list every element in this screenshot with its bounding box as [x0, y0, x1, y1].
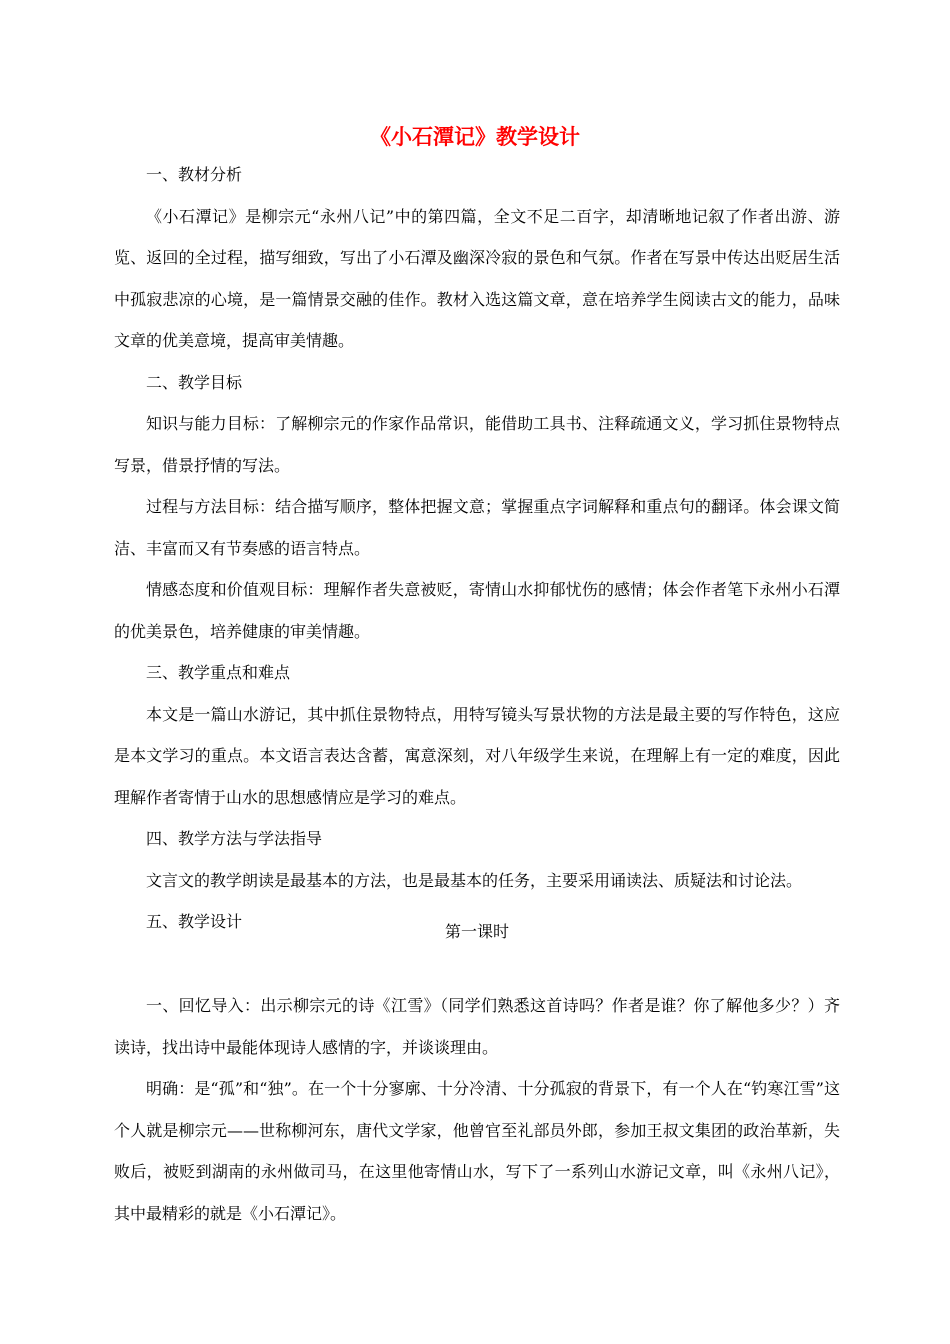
section-heading-1: 一、教材分析 — [146, 165, 243, 184]
paragraph: 本文是一篇山水游记，其中抓住景物特点，用特写镜头写景状物的方法是最主要的写作特色，这应是本文学习的重点。本文语言表达含蓄，寓意深刻，对八年级学生来说，在理解上有一定的难度，因此理解作者寄情于山水的思想感情应是学习的难点。 — [114, 704, 840, 807]
paragraph: 过程与方法目标：结合描写顺序，整体把握文意；掌握重点字词解释和重点句的翻译。体会课文简洁、丰富而又有节奏感的语言特点。 — [114, 497, 840, 558]
paragraph: 情感态度和价值观目标：理解作者失意被贬，寄情山水抑郁忧伤的感情；体会作者笔下永州小石潭的优美景色，培养健康的审美情趣。 — [114, 580, 840, 641]
paragraph: 一、回忆导入：出示柳宗元的诗《江雪》（同学们熟悉这首诗吗？作者是谁？你了解他多少？）齐读诗，找出诗中最能体现诗人感情的字，并谈谈理由。 — [114, 996, 840, 1057]
paragraph: 知识与能力目标：了解柳宗元的作家作品常识，能借助工具书、注释疏通文义，学习抓住景物特点写景，借景抒情的写法。 — [114, 414, 840, 475]
paragraph: 文言文的教学朗读是最基本的方法，也是最基本的任务，主要采用诵读法、质疑法和讨论法。 — [146, 870, 803, 890]
lesson-heading: 第一课时 — [444, 922, 509, 941]
lesson-body — [114, 985, 840, 1234]
document-title: 《小石潭记》教学设计 — [370, 124, 580, 149]
section-heading-3: 三、教学重点和难点 — [146, 663, 291, 682]
section-heading-2: 二、教学目标 — [146, 372, 243, 392]
paragraph: 《小石潭记》是柳宗元“永州八记”中的第四篇，全文不足二百字，却清晰地记叙了作者出游、游览、返回的全过程，描写细致，写出了小石潭及幽深冷寂的景色和气氛。作者在写景中传达出贬居生活中孤寂悲凉的心境，是一篇情景交融的佳作。教材入选这篇文章，意在培养学生阅读古文的能力，品味文章的优美意境，提高审美情趣。 — [114, 206, 840, 350]
section-heading-5: 五、教学设计 — [146, 912, 243, 931]
document-body — [114, 154, 840, 943]
paragraph: 明确：是“孤”和“独”。在一个十分寥廓、十分冷清、十分孤寂的背景下，有一个人在“钓寒江雪”这个人就是柳宗元——世称柳河东，唐代文学家，他曾官至礼部员外郎，参加王叔文集团的政治革新，失败后，被贬到湖南的永州做司马，在这里他寄情山水，写下了一系列山水游记文章，叫《永州八记》，其中最精彩的就是《小石潭记》。 — [114, 1079, 840, 1223]
section-heading-4: 四、教学方法与学法指导 — [146, 829, 323, 848]
